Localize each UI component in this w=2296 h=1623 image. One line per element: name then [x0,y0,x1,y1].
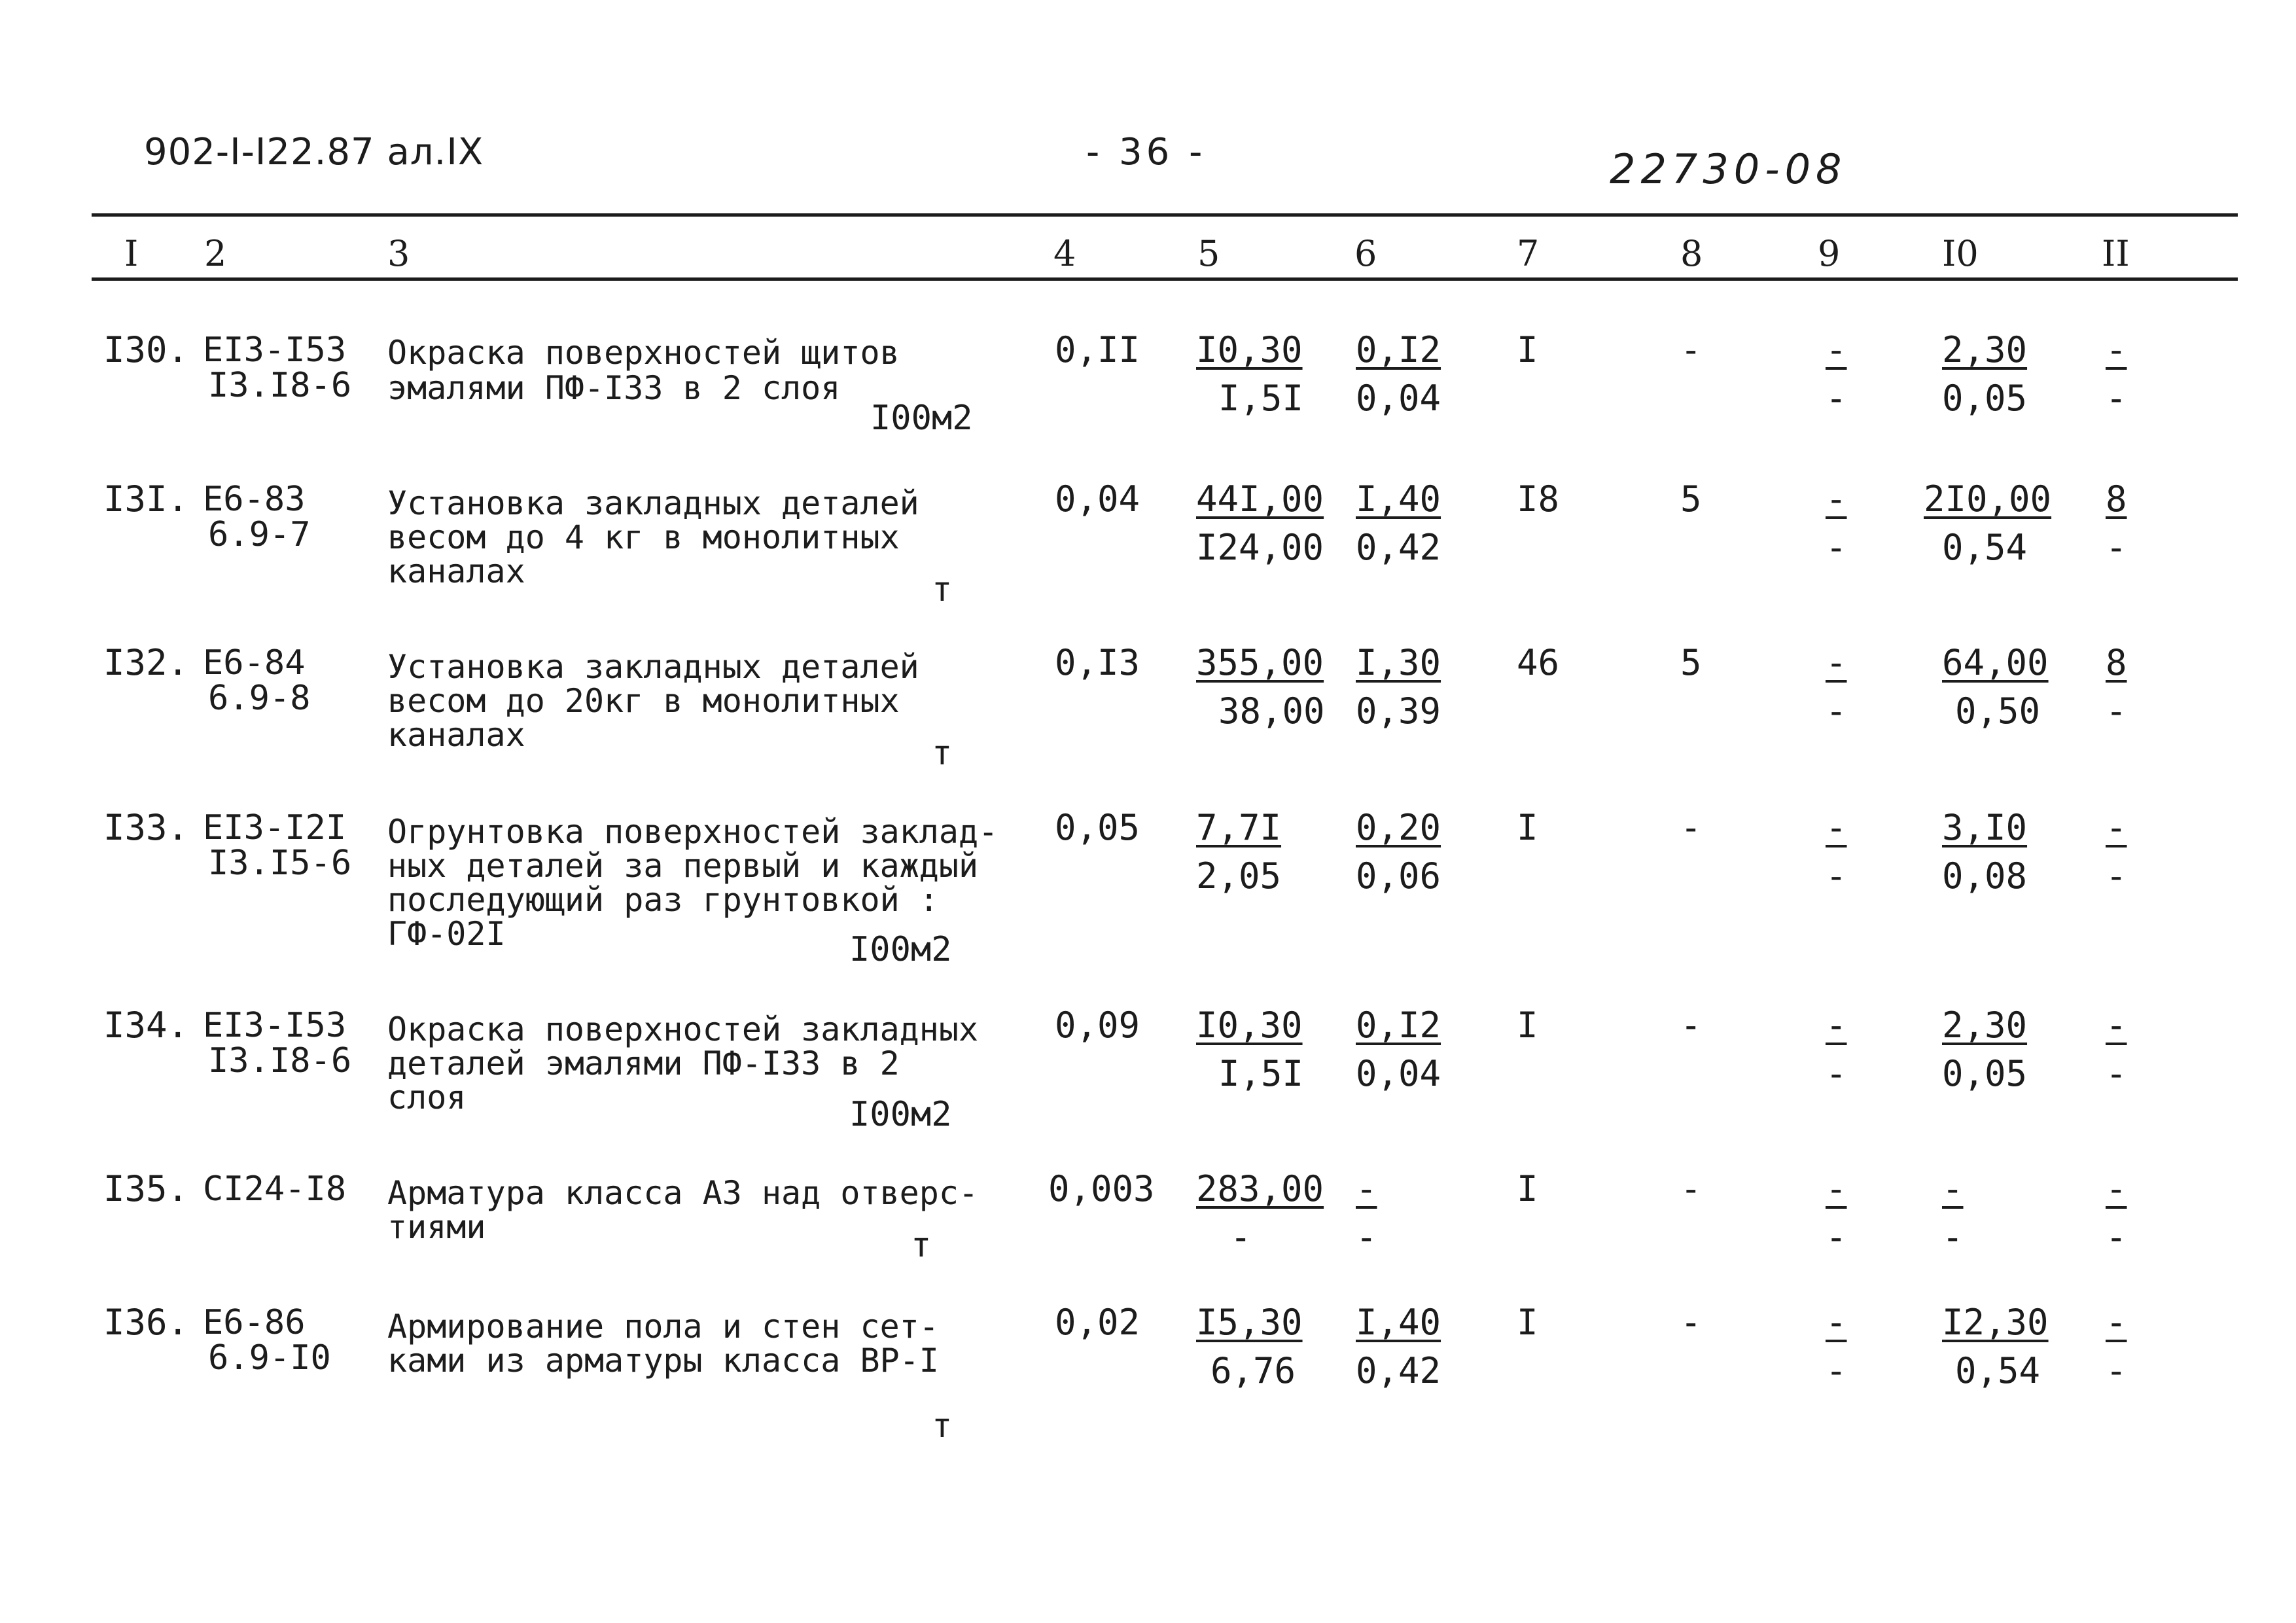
c9-top: - [1826,1302,1847,1343]
col-header-10: I0 [1942,233,1979,274]
work-description-line: весом до 20кг в монолитных [387,682,900,720]
c5-bottom: I,5I [1218,1053,1304,1094]
document-code: 902-I-I22.87 ал.IX [144,131,484,173]
c6-top: I,30 [1356,642,1441,683]
c10-bottom: - [1942,1217,1964,1258]
col-header-11: II [2102,233,2130,274]
c11-bottom: - [2106,690,2127,732]
c11-top: - [2106,329,2127,370]
c5-bottom: - [1230,1217,1252,1258]
c10-top: 2,30 [1942,1005,2028,1046]
c5-top: 44I,00 [1196,478,1324,520]
c6-bottom: 0,04 [1356,378,1441,419]
work-description-line: Установка закладных деталей [387,648,919,686]
work-description-line: ками из арматуры класса ВР-I [387,1342,939,1380]
unit-of-measure: т [911,1226,932,1265]
col-header-5: 5 [1197,233,1220,274]
c8: - [1680,329,1702,370]
row-number: I34. [103,1005,189,1046]
unit-of-measure: т [932,1406,953,1446]
col-header-6: 6 [1354,233,1377,274]
c5-bottom: I24,00 [1196,527,1324,568]
c9-top: - [1826,642,1847,683]
quantity: 0,I3 [1055,642,1140,683]
unit-of-measure: I00м2 [849,930,952,969]
c8: - [1680,1168,1702,1209]
norm-code: E6-86 [203,1303,306,1342]
quantity: 0,09 [1055,1005,1140,1046]
c11-top: - [2106,1302,2127,1343]
c10-bottom: 0,50 [1955,690,2041,732]
quantity: 0,003 [1048,1168,1155,1209]
c11-bottom: - [2106,527,2127,568]
c9-bottom: - [1826,1217,1847,1258]
c11-top: - [2106,1005,2127,1046]
norm-code-secondary: I3.I8-6 [208,1041,352,1080]
c10-top: 3,I0 [1942,807,2028,848]
quantity: 0,05 [1055,807,1140,848]
col-header-8: 8 [1680,233,1703,274]
c6-bottom: 0,04 [1356,1053,1441,1094]
c6-top: I,40 [1356,478,1441,520]
work-description-line: весом до 4 кг в монолитных [387,518,900,556]
c5-bottom: 2,05 [1196,855,1282,897]
c6-bottom: 0,42 [1356,1350,1441,1391]
work-description-line: каналах [387,552,525,590]
c6-bottom: 0,42 [1356,527,1441,568]
c8: - [1680,1302,1702,1343]
col-header-3: 3 [387,233,410,274]
work-description-line: ных деталей за первый и каждый [387,847,979,885]
c8: - [1680,807,1702,848]
work-description-line: последующий раз грунтовкой : [387,881,939,919]
work-description-line: слоя [387,1079,467,1116]
c5-top: I0,30 [1196,1005,1303,1046]
work-description-line: Огрунтовка поверхностей заклад- [387,813,998,851]
norm-code-secondary: 6.9-I0 [208,1338,331,1378]
c10-bottom: 0,05 [1942,378,2028,419]
work-description-line: Арматура класса А3 над отверс- [387,1174,979,1212]
unit-of-measure: т [932,734,953,773]
c9-bottom: - [1826,690,1847,732]
registration-number: 22730-08 [1610,145,1847,193]
c10-top: 2I0,00 [1924,478,2052,520]
c10-top: 64,00 [1942,642,2049,683]
c11-bottom: - [2106,378,2127,419]
col-header-2: 2 [204,233,227,274]
c10-top: - [1942,1168,1964,1209]
norm-code-secondary: 6.9-7 [208,515,311,554]
col-header-9: 9 [1818,233,1841,274]
c7: I [1517,329,1538,370]
c11-top: - [2106,807,2127,848]
quantity: 0,II [1055,329,1140,370]
norm-code: EI3-I53 [203,330,347,370]
work-description-line: ГФ-02I [387,915,506,953]
c9-bottom: - [1826,527,1847,568]
c11-top: - [2106,1168,2127,1209]
table-top-rule [92,213,2238,217]
col-header-7: 7 [1517,233,1540,274]
c6-top: 0,I2 [1356,329,1441,370]
work-description-line: Армирование пола и стен сет- [387,1308,939,1346]
c5-bottom: 6,76 [1210,1350,1296,1391]
c6-bottom: 0,39 [1356,690,1441,732]
c9-top: - [1826,478,1847,520]
c10-top: I2,30 [1942,1302,2049,1343]
c10-top: 2,30 [1942,329,2028,370]
norm-code: CI24-I8 [203,1169,347,1209]
row-number: I35. [103,1168,189,1209]
work-description-line: Окраска поверхностей закладных [387,1010,979,1048]
c8: 5 [1680,478,1702,520]
table-header-rule [92,277,2238,281]
c11-bottom: - [2106,1217,2127,1258]
work-description-line: Окраска поверхностей щитов [387,334,900,372]
c7: I8 [1517,478,1560,520]
c5-top: 7,7I [1196,807,1282,848]
c10-bottom: 0,54 [1942,527,2028,568]
c8: 5 [1680,642,1702,683]
row-number: I32. [103,642,189,683]
c9-top: - [1826,1168,1847,1209]
norm-code-secondary: I3.I8-6 [208,366,352,405]
c11-top: 8 [2106,642,2127,683]
work-description-line: деталей эмалями ПФ-I33 в 2 [387,1044,900,1082]
c11-bottom: - [2106,1053,2127,1094]
c5-bottom: 38,00 [1218,690,1325,732]
c10-bottom: 0,54 [1955,1350,2041,1391]
row-number: I3I. [103,478,189,520]
c7: I [1517,1168,1538,1209]
work-description-line: тиями [387,1208,486,1246]
c11-bottom: - [2106,1350,2127,1391]
c7: I [1517,1005,1538,1046]
norm-code: EI3-I53 [203,1006,347,1045]
norm-code: EI3-I2I [203,808,347,847]
row-number: I36. [103,1302,189,1343]
c5-top: I0,30 [1196,329,1303,370]
c9-bottom: - [1826,1350,1847,1391]
norm-code-secondary: 6.9-8 [208,679,311,718]
c7: I [1517,807,1538,848]
c5-top: 355,00 [1196,642,1324,683]
c5-bottom: I,5I [1218,378,1304,419]
c6-top: I,40 [1356,1302,1441,1343]
c11-bottom: - [2106,855,2127,897]
unit-of-measure: I00м2 [849,1095,952,1134]
c7: 46 [1517,642,1560,683]
c8: - [1680,1005,1702,1046]
row-number: I33. [103,807,189,848]
c9-bottom: - [1826,1053,1847,1094]
work-description-line: Установка закладных деталей [387,484,919,522]
page-number: - 36 - [1086,131,1207,173]
unit-of-measure: I00м2 [870,399,973,438]
norm-code: E6-83 [203,480,306,519]
c9-top: - [1826,329,1847,370]
quantity: 0,02 [1055,1302,1140,1343]
c9-bottom: - [1826,378,1847,419]
work-description-line: эмалями ПФ-I33 в 2 слоя [387,369,841,407]
norm-code: E6-84 [203,643,306,683]
c6-bottom: - [1356,1217,1377,1258]
col-header-4: 4 [1053,233,1076,274]
norm-code-secondary: I3.I5-6 [208,844,352,883]
c9-bottom: - [1826,855,1847,897]
c5-top: I5,30 [1196,1302,1303,1343]
c9-top: - [1826,807,1847,848]
col-header-1: I [124,233,139,274]
c5-top: 283,00 [1196,1168,1324,1209]
c6-top: 0,I2 [1356,1005,1441,1046]
c10-bottom: 0,08 [1942,855,2028,897]
c6-bottom: 0,06 [1356,855,1441,897]
unit-of-measure: т [932,570,953,609]
c6-top: - [1356,1168,1377,1209]
c11-top: 8 [2106,478,2127,520]
c10-bottom: 0,05 [1942,1053,2028,1094]
row-number: I30. [103,329,189,370]
c7: I [1517,1302,1538,1343]
quantity: 0,04 [1055,478,1140,520]
c6-top: 0,20 [1356,807,1441,848]
work-description-line: каналах [387,716,525,754]
c9-top: - [1826,1005,1847,1046]
